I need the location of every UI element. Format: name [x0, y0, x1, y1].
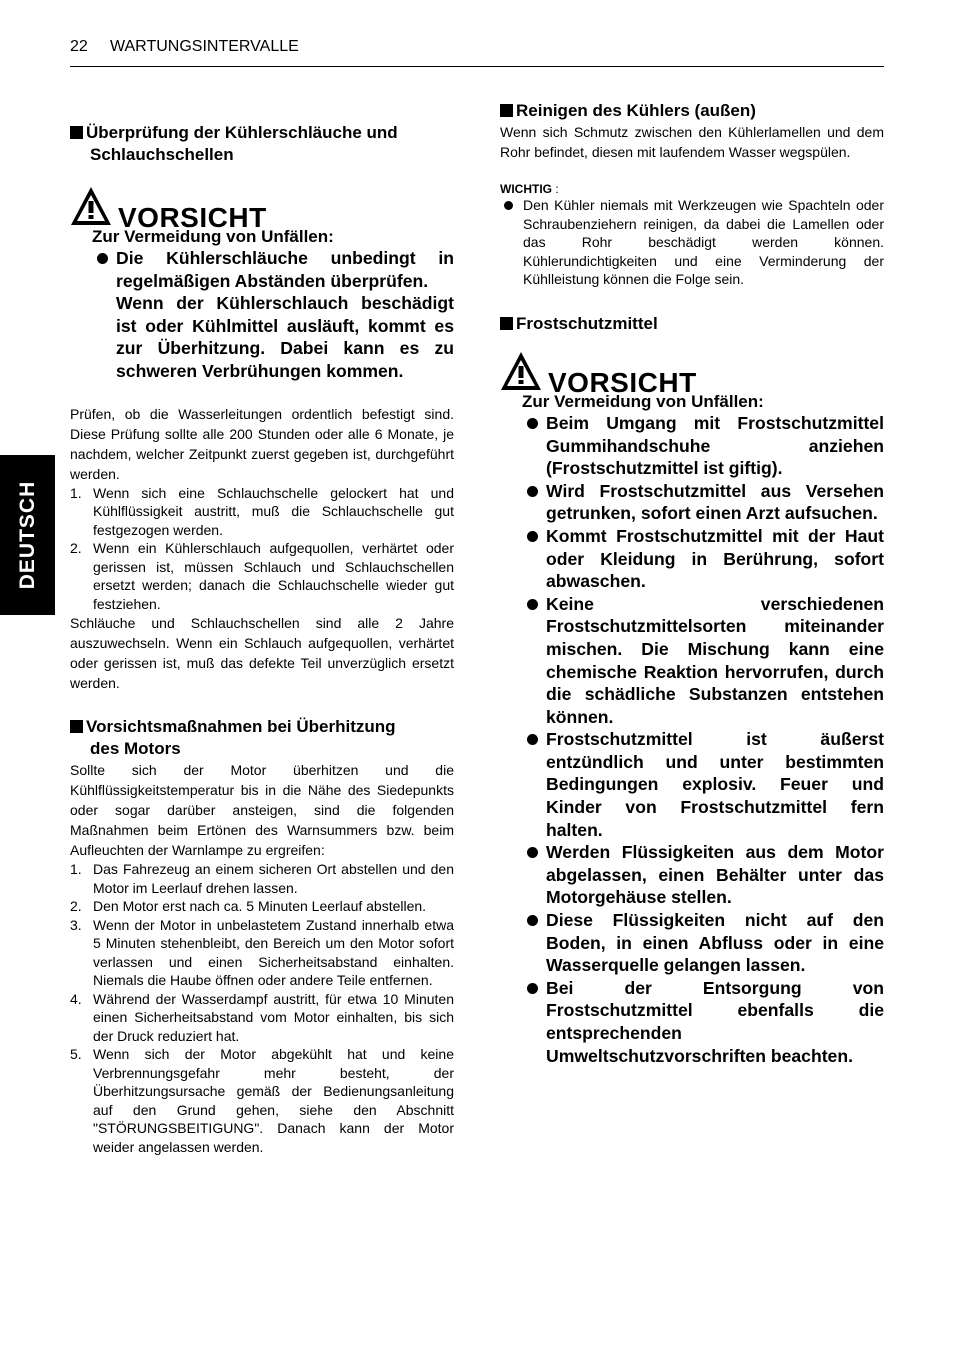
paragraph: Sollte sich der Motor überhitzen und die Kühlflüssigkeitstemperatur bis in die Nähe des Siedepunkts oder sogar darüber ansteigen, sind die folgenden Maßnahmen beim Ertönen des Warnsummers bzw. beim Aufleuchten der Warnlampe zu ergreifen: [70, 762, 454, 859]
language-tab-label: DEUTSCH [15, 480, 39, 590]
caution-item: Die Kühlerschläuche unbedingt in regelmäßigen Abständen überprüfen. [116, 248, 454, 291]
list-item: 1. Wenn sich eine Schlauchschelle gelockert hat und Kühlflüssigkeit austritt, muß die Schlauchschelle gut festgezogen werden. [70, 484, 454, 538]
page-header [70, 38, 884, 67]
important-list [500, 196, 884, 289]
caution-box-hoses [70, 182, 454, 383]
caution-item: Kommt Frostschutzmittel mit der Haut oder Kleidung in Berührung, sofort abwaschen. [546, 525, 884, 592]
list-item: 3. Wenn der Motor in unbelastetem Zustand innerhalb etwa 5 Minuten stehenbleibt, den Bereich um den Motor sofort verlassen und einen Sicherheitsabstand einhalten. Niemals die Haube öffnen oder andere Teile entfernen. [70, 916, 454, 989]
square-bullet-icon [500, 104, 513, 117]
caution-box-antifreeze [500, 347, 884, 1067]
list-item: 5. Wenn sich der Motor abgekühlt hat und keine Verbrennungsgefahr mehr besteht, der Überhitzungsursache gemäß der Bedienungsanleitung auf den Grund gehen, siehe den Abschnitt "STÖRUNGSBEITIGUNG". Danach kann der Motor weider angelassen werden. [70, 1046, 454, 1155]
square-bullet-icon [70, 720, 83, 733]
square-bullet-icon [70, 126, 83, 139]
warning-triangle-icon [70, 186, 112, 226]
warning-triangle-icon [500, 351, 542, 391]
section-title-cleaning: Reinigen des Kühlers (außen) [500, 100, 884, 122]
caution-item: Frostschutzmittel ist äußerst entzündlich und unter bestimmten Bedingungen explosiv. Feuer und Kinder von Frostschutzmittel fern halten. [546, 729, 884, 840]
list-item: 2. Den Motor erst nach ca. 5 Minuten Leerlauf abstellen. [70, 898, 427, 915]
caution-item: Beim Umgang mit Frostschutzmittel Gummihandschuhe anziehen (Frostschutzmittel ist giftig). [546, 412, 884, 479]
caution-item: Diese Flüssigkeiten nicht auf den Boden, in einen Abfluss oder in eine Wasserquelle gelangen lassen. [546, 910, 884, 976]
caution-item: Wenn der Kühlerschlauch beschädigt ist oder Kühlmittel ausläuft, kommt es zur Überhitzung. Dabei kann es zu schweren Verbrühungen kommen. [116, 293, 454, 381]
list-item: 2. Wenn ein Kühlerschlauch aufgequollen, verhärtet oder gerissen ist, müssen Schlauch und Schlauchschellen ersetzt werden; danach die Schlauchschelle wieder gut festziehen. [70, 540, 454, 612]
important-label: WICHTIG : [500, 182, 559, 196]
section-title-overheat: Vorsichtsmaßnahmen bei Überhitzung des Motors [70, 716, 454, 760]
important-item: Den Kühler niemals mit Werkzeugen wie Spachteln oder Schraubenziehern reinigen, da dabei die Lamellen oder das Rohr beschädigt werden können. Kühlerundichtigkeiten und eine Verminderung der Kühlleistung können die Folge sein. [523, 197, 884, 288]
right-column [500, 100, 884, 1067]
page-number: 22 [70, 38, 88, 55]
numbered-list [70, 860, 454, 1156]
list-item: 1. Das Fahrezeug an einem sicheren Ort abstellen und den Motor im Leerlauf drehen lassen. [70, 861, 454, 896]
section-title-hoses: Überprüfung der Kühlerschläuche und Schlauchschellen [70, 122, 454, 166]
left-column [70, 122, 454, 1156]
running-title: WARTUNGSINTERVALLE [110, 38, 299, 55]
square-bullet-icon [500, 317, 513, 330]
paragraph: Prüfen, ob die Wasserleitungen ordentlich befestigt sind. Diese Prüfung sollte alle 200 Stunden oder alle 6 Monate, je nachdem, welcher Zeitpunkt zuerst gegeben ist, durchgeführt werden. [70, 405, 454, 482]
caution-item: Werden Flüssigkeiten aus dem Motor abgelassen, einen Behälter unter das Motorgehäuse stellen. [546, 842, 884, 908]
caution-item: Keine verschiedenen Frostschutzmittelsorten miteinander mischen. Die Mischung kann eine chemische Reaktion hervorrufen, durch die schädliche Substanzen entstehen können. [546, 593, 884, 727]
caution-intro: Zur Vermeidung von Unfällen: [522, 391, 764, 411]
paragraph: Schläuche und Schlauchschellen sind alle 2 Jahre auszuwechseln. Wenn ein Schlauch aufgequollen, verhärtet oder gerissen ist, muß das defekte Teil unverzüglich ersetzt werden. [70, 615, 454, 692]
caution-intro: Zur Vermeidung von Unfällen: [92, 227, 334, 246]
section-title-antifreeze: Frostschutzmittel [500, 313, 884, 335]
caution-list [70, 247, 454, 383]
caution-list [500, 412, 884, 1067]
language-tab [0, 455, 55, 615]
caution-word: VORSICHT [118, 202, 267, 233]
numbered-list [70, 484, 454, 614]
caution-item: Bei der Entsorgung von Frostschutzmittel ebenfalls die entsprechenden Umweltschutzvorschriften beachten. [546, 977, 884, 1066]
caution-word: VORSICHT [548, 366, 697, 398]
paragraph: Wenn sich Schmutz zwischen den Kühlerlamellen und dem Rohr befindet, diesen mit laufendem Wasser wegspülen. [500, 124, 884, 160]
list-item: 4. Während der Wasserdampf austritt, für etwa 10 Minuten einen Sicherheitsabstand vom Motor einhalten, bis sich der Druck reduziert hat. [70, 990, 454, 1044]
caution-item: Wird Frostschutzmittel aus Versehen getrunken, sofort einen Arzt aufsuchen. [546, 480, 884, 524]
